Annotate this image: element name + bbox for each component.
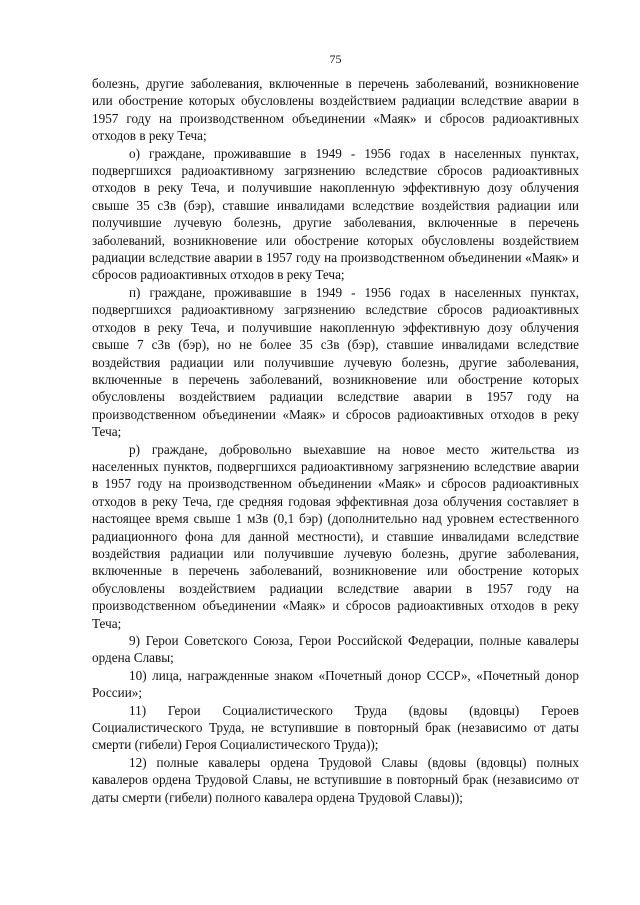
- paragraph-continuation: болезнь, другие заболевания, включенные в перечень заболеваний, возникновение или обострение которых обусловлены воздействием радиации вследствие аварии в 1957 году на производственном объединении «Маяк» и сбросов радиоактивных отходов в реку Теча;: [92, 76, 579, 144]
- document-body: [92, 75, 579, 806]
- paragraph-item-p: п) граждане, проживавшие в 1949 - 1956 годах в населенных пунктах, подвергшихся радиоактивному загрязнению вследствие сбросов радиоактивных отходов в реку Теча, и получившие накопленную эффективную дозу облучения свыше 7 сЗв (бэр), но не более 35 сЗв (бэр), ставшие инвалидами вследствие воздействия радиации или получившие лучевую болезнь, другие заболевания, включенные в перечень заболеваний, возникновение или обострение которых обусловлены воздействием радиации вследствие аварии в 1957 году на производственном объединении «Маяк» и сбросов радиоактивных отходов в реку Теча;: [92, 284, 579, 440]
- paragraph-item-9: 9) Герои Советского Союза, Герои Российской Федерации, полные кавалеры ордена Славы;: [92, 633, 579, 666]
- paragraph-item-10: 10) лица, награжденные знаком «Почетный донор СССР», «Почетный донор России»;: [92, 667, 579, 701]
- paragraph-item-r: р) граждане, добровольно выехавшие на новое место жительства из населенных пунктов, подвергшихся радиоактивному загрязнению вследствие аварии в 1957 году на производственном объединении «Маяк» и сбросов радиоактивных отходов в реку Теча, где средняя годовая эффективная доза облучения составляет в настоящее время свыше 1 мЗв (0,1 бэр) (дополнительно над уровнем естественного радиационного фона для данной местности), и ставшие инвалидами вследствие воздействия радиации или получившие лучевую болезнь, другие заболевания, включенные в перечень заболеваний, возникновение или обострение которых обусловлены воздействием радиации вследствие аварии в 1957 году на производственном объединении «Маяк» и сбросов радиоактивных отходов в реку Теча;: [92, 441, 579, 631]
- paragraph-item-11: 11) Герои Социалистического Труда (вдовы (вдовцы) Героев Социалистического Труда, не вступившие в повторный брак (независимо от даты смерти (гибели) Героя Социалистического Труда));: [92, 702, 579, 753]
- page-number: 75: [329, 52, 342, 66]
- paragraph-item-12: 12) полные кавалеры ордена Трудовой Славы (вдовы (вдовцы) полных кавалеров ордена Трудовой Славы, не вступившие в повторный брак (независимо от даты смерти (гибели) полного кавалера ордена Трудовой Славы));: [92, 754, 579, 805]
- paragraph-item-o: о) граждане, проживавшие в 1949 - 1956 годах в населенных пунктах, подвергшихся радиоактивному загрязнению вследствие сбросов радиоактивных отходов в реку Теча, и получившие накопленную эффективную дозу облучения свыше 35 сЗв (бэр), ставшие инвалидами вследствие воздействия радиации или получившие лучевую болезнь, другие заболевания, включенные в перечень заболеваний, возникновение или обострение которых обусловлены воздействием радиации вследствие аварии в 1957 году на производственном объединении «Маяк» и сбросов радиоактивных отходов в реку Теча;: [92, 145, 579, 283]
